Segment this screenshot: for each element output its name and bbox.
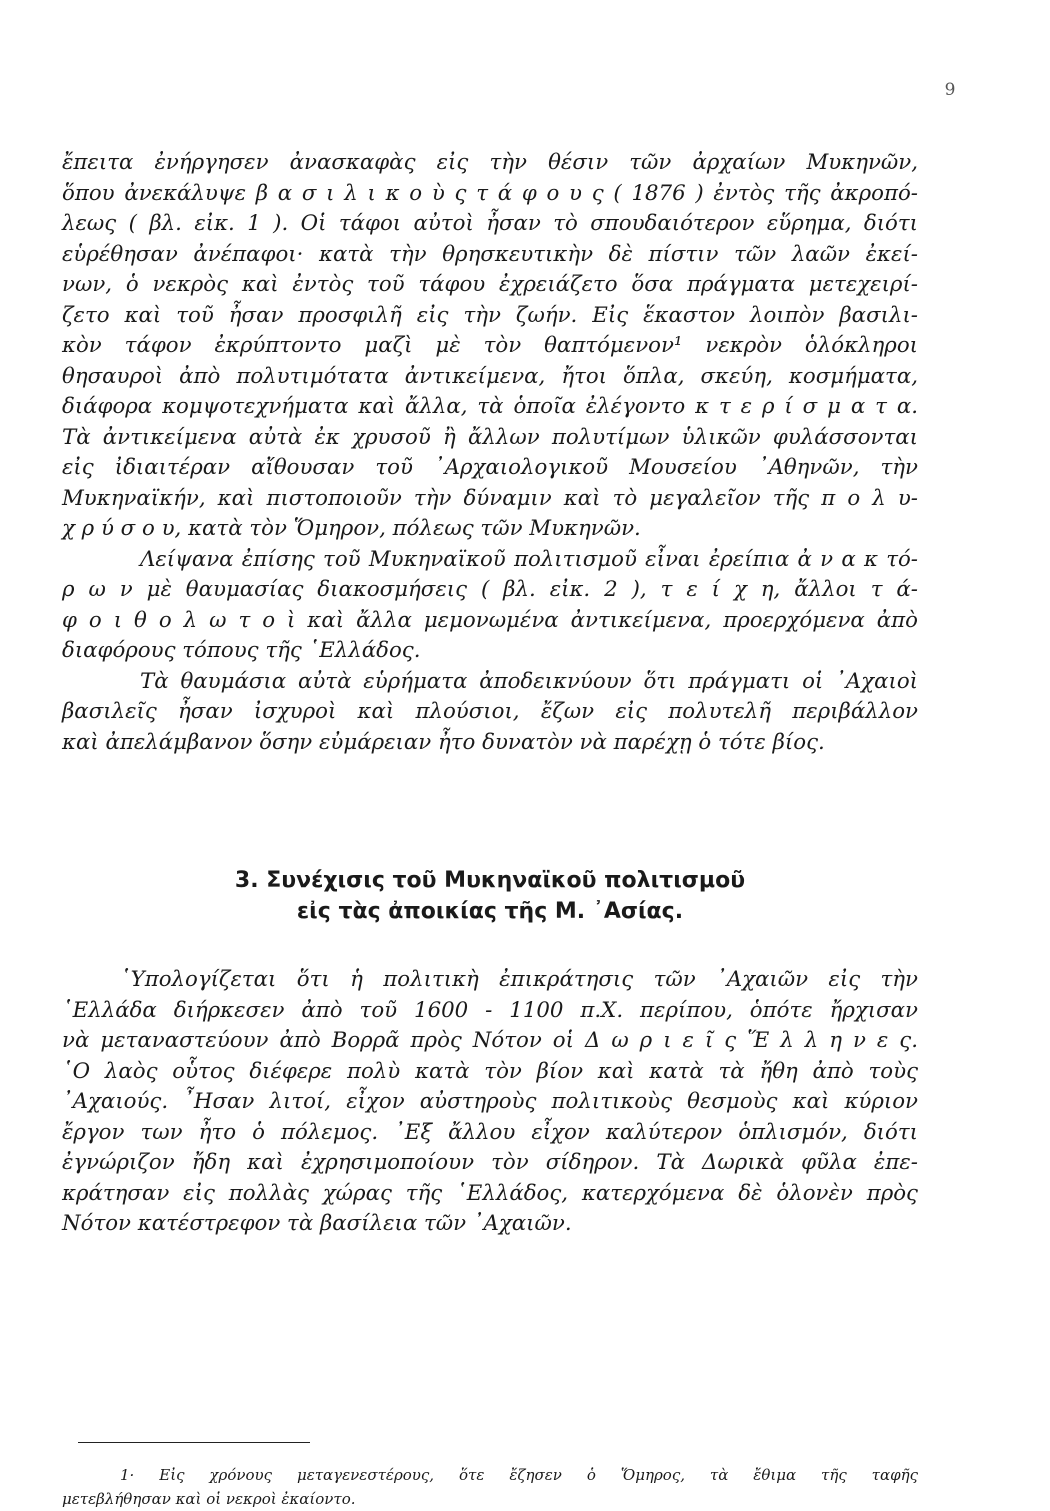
body-text [62, 148, 918, 758]
text-line: Λείψανα ἐπίσης τοῦ Μυκηναϊκοῦ πολιτισμοῦ εἶναι ἐρείπια ἀ ν α κ τό- [140, 546, 918, 572]
text-line: ὅπου ἀνεκάλυψε β α σ ι λ ι κ ο ὺ ς τ ά φ ο υ ς ( 1876 ) ἐντὸς τῆς ἀκροπό- [62, 180, 918, 206]
text-line: ῾Υπολογίζεται ὅτι ἡ πολιτικὴ ἐπικράτησις τῶν ᾿Αχαιῶν εἰς τὴν [120, 967, 918, 992]
text-line: κράτησαν εἰς πολλὰς χώρας τῆς ῾Ελλάδος, κατερχόμενα δὲ ὁλονὲν πρὸς [62, 1180, 918, 1206]
text-line: Νότον κατέστρεφον τὰ βασίλεια τῶν ᾿Αχαιῶν. [62, 1211, 572, 1236]
footnote-divider [78, 1442, 310, 1443]
footnote [62, 1463, 918, 1511]
text-line: ζετο καὶ τοῦ ἦσαν προσφιλῆ εἰς τὴν ζωήν. Εἰς ἕκαστον λοιπὸν βασιλι- [62, 302, 918, 328]
text-line: εἰς ἰδιαιτέραν αἴθουσαν τοῦ ᾿Αρχαιολογικοῦ Μουσείου ᾿Αθηνῶν, τὴν [62, 455, 918, 480]
section-heading: 3. Συνέχισις τοῦ Μυκηναϊκοῦ πολιτισμοῦ [234, 868, 746, 893]
text-line: νων, ὁ νεκρὸς καὶ ἐντὸς τοῦ τάφου ἐχρειάζετο ὅσα πράγματα μετεχειρί- [62, 272, 918, 297]
text-line: λεως ( βλ. εἰκ. 1 ). Οἱ τάφοι αὐτοὶ ἦσαν τὸ σπουδαιότερον εὕρημα, διότι [62, 211, 918, 236]
text-line: βασιλεῖς ἦσαν ἰσχυροὶ καὶ πλούσιοι, ἔζων εἰς πολυτελῆ περιβάλλον [62, 699, 918, 724]
body-text-section-3 [62, 965, 918, 1240]
section-heading-subtitle: εἰς τὰς ἀποικίας τῆς Μ. ᾿Ασίας. [296, 899, 684, 924]
text-line: διαφόρους τόπους τῆς ῾Ελλάδος. [62, 638, 421, 663]
text-line: νὰ μεταναστεύουν ἀπὸ Βορρᾶ πρὸς Νότον οἱ Δ ω ρ ι ε ῖ ς Ἕ λ λ η ν ε ς. [62, 1028, 918, 1053]
text-line: ἐγνώριζον ἤδη καὶ ἐχρησιμοποίουν τὸν σίδηρον. Τὰ Δωρικὰ φῦλα ἐπε- [62, 1150, 918, 1175]
text-line: ἔπειτα ἐνήργησεν ἀνασκαφὰς εἰς τὴν θέσιν τῶν ἀρχαίων Μυκηνῶν, [62, 150, 918, 175]
text-line: χ ρ ύ σ ο υ, κατὰ τὸν Ὅμηρον, πόλεως τῶν Μυκηνῶν. [62, 516, 641, 541]
text-line: κὸν τάφον ἐκρύπτοντο μαζὶ μὲ τὸν θαπτόμενον¹ νεκρὸν ὁλόκληροι [62, 333, 918, 358]
text-line: Τὰ ἀντικείμενα αὐτὰ ἐκ χρυσοῦ ἢ ἄλλων πολυτίμων ὑλικῶν φυλάσσονται [62, 424, 918, 450]
text-line: καὶ ἀπελάμβανον ὅσην εὐμάρειαν ἦτο δυνατὸν νὰ παρέχῃ ὁ τότε βίος. [62, 729, 825, 755]
text-line: ἔργον των ἦτο ὁ πόλεμος. ᾿Εξ ἄλλου εἶχον καλύτερον ὁπλισμόν, διότι [62, 1119, 918, 1145]
text-line: εὑρέθησαν ἀνέπαφοι· κατὰ τὴν θρησκευτικὴν δὲ πίστιν τῶν λαῶν ἐκεί- [62, 241, 918, 267]
footnote-line: 1· Εἰς χρόνους μεταγενεστέρους, ὅτε ἔζησεν ὁ Ὅμηρος, τὰ ἔθιμα τῆς ταφῆς [120, 1466, 918, 1484]
footnote-line: μετεβλήθησαν καὶ οἱ νεκροὶ ἐκαίοντο. [62, 1490, 356, 1508]
text-line: Μυκηναϊκήν, καὶ πιστοποιοῦν τὴν δύναμιν καὶ τὸ μεγαλεῖον τῆς π ο λ υ- [62, 485, 918, 511]
text-line: θησαυροὶ ἀπὸ πολυτιμότατα ἀντικείμενα, ἤτοι ὅπλα, σκεύη, κοσμήματα, [62, 363, 918, 389]
text-line: ῾Ελλάδα διήρκεσεν ἀπὸ τοῦ 1600 - 1100 π.Χ. περίπου, ὁπότε ἤρχισαν [62, 997, 918, 1023]
text-line: ρ ω ν μὲ θαυμασίας διακοσμήσεις ( βλ. εἰκ. 2 ), τ ε ί χ η, ἄλλοι τ ά- [62, 577, 918, 602]
text-line: ᾿Αχαιούς. ῏Ησαν λιτοί, εἶχον αὐστηροὺς πολιτικοὺς θεσμοὺς καὶ κύριον [62, 1089, 918, 1114]
text-line: φ ο ι θ ο λ ω τ ο ὶ καὶ ἄλλα μεμονωμένα ἀντικείμενα, προερχόμενα ἀπὸ [62, 607, 918, 633]
text-line: ῾Ο λαὸς οὗτος διέφερε πολὺ κατὰ τὸν βίον καὶ κατὰ τὰ ἤθη ἀπὸ τοὺς [62, 1058, 918, 1084]
text-line: Τὰ θαυμάσια αὐτὰ εὑρήματα ἀποδεικνύουν ὅτι πράγματι οἱ ᾿Αχαιοὶ [140, 668, 918, 694]
text-line: διάφορα κομψοτεχνήματα καὶ ἄλλα, τὰ ὁποῖα ἐλέγοντο κ τ ε ρ ί σ μ α τ α. [62, 394, 918, 419]
page-number: 9 [944, 80, 956, 100]
